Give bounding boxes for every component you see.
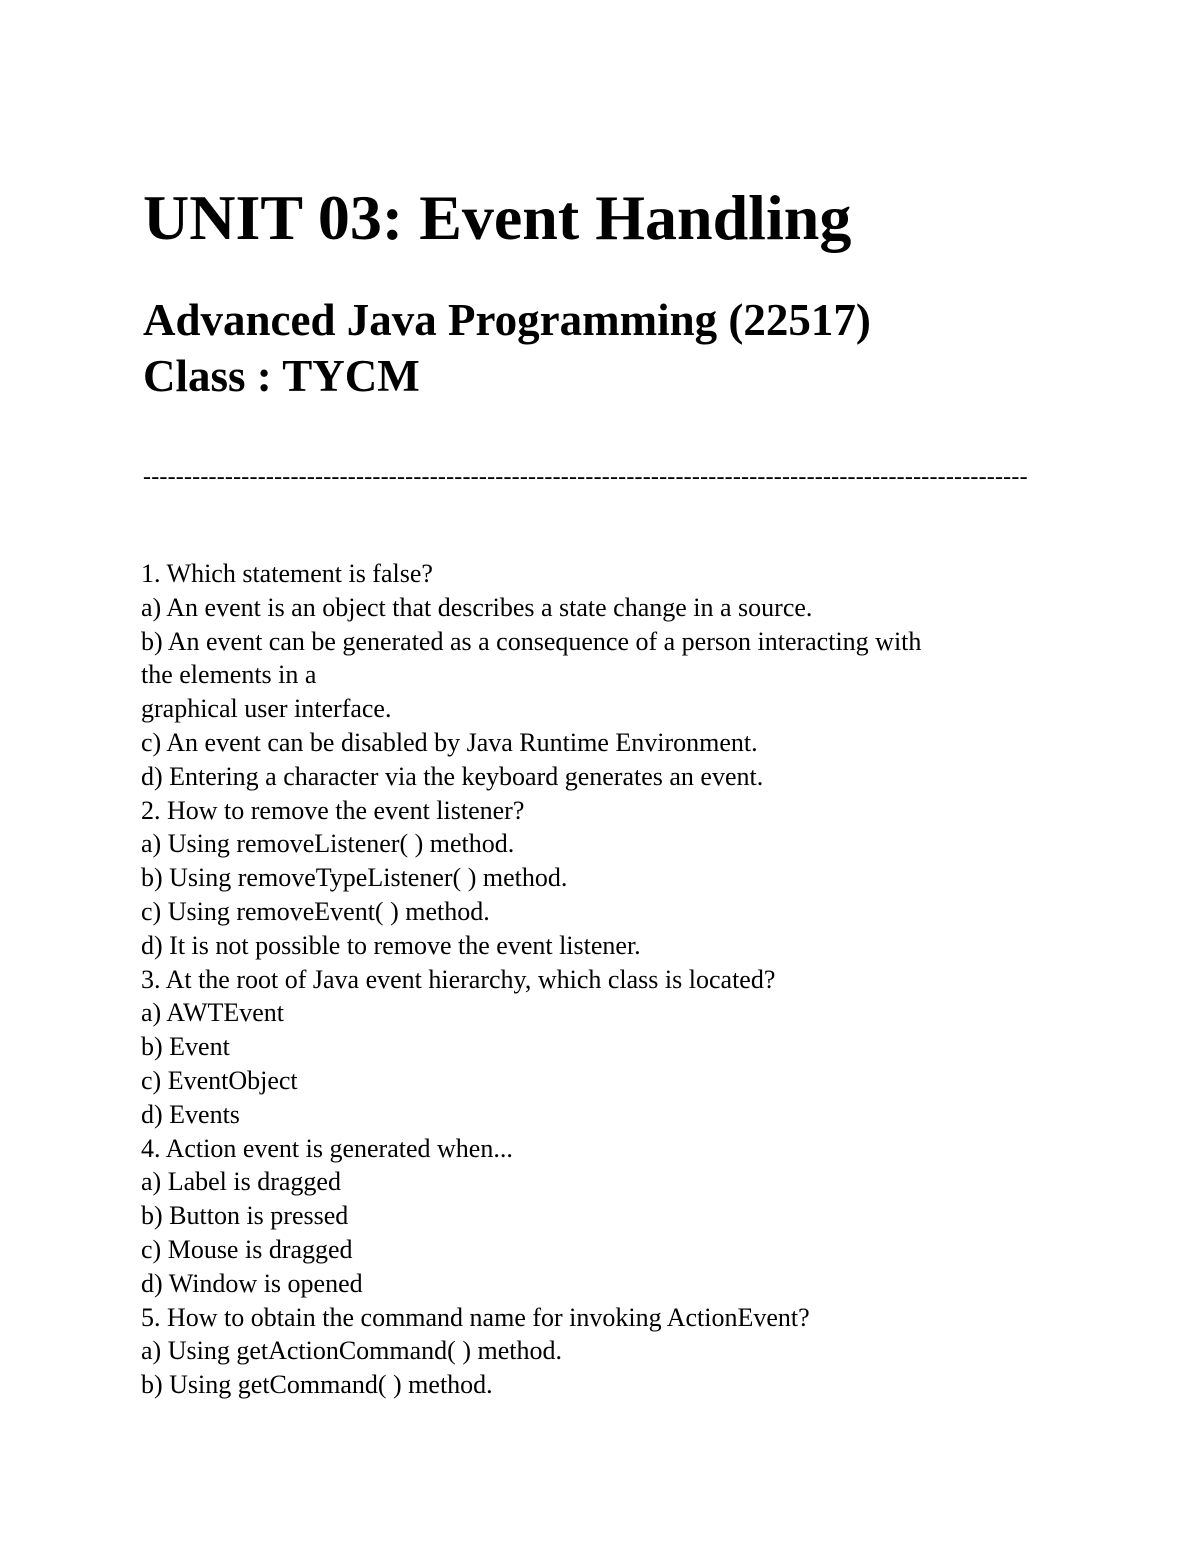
- course-name: Advanced Java Programming (22517): [143, 295, 871, 345]
- text-line: b) Using getCommand( ) method.: [141, 1370, 493, 1400]
- text-line: b) Button is pressed: [141, 1201, 349, 1231]
- class-name: Class : TYCM: [143, 351, 420, 401]
- text-line: a) An event is an object that describes a state change in a source.: [141, 592, 813, 622]
- text-line: 3. At the root of Java event hierarchy, which class is located?: [141, 964, 776, 994]
- text-line: a) Using getActionCommand( ) method.: [141, 1336, 562, 1366]
- document-subtitle: [143, 292, 871, 404]
- text-line: d) Events: [141, 1099, 240, 1129]
- text-line: a) Using removeListener( ) method.: [141, 829, 515, 859]
- question-list: [141, 557, 1041, 1402]
- text-line: a) Label is dragged: [141, 1167, 341, 1197]
- document-title: UNIT 03: Event Handling: [143, 182, 852, 253]
- text-line: a) AWTEvent: [141, 998, 285, 1028]
- text-line: b) Using removeTypeListener( ) method.: [141, 863, 568, 893]
- text-line: d) It is not possible to remove the event listener.: [141, 930, 641, 960]
- text-line: c) EventObject: [141, 1065, 298, 1095]
- text-line: c) An event can be disabled by Java Runtime Environment.: [141, 727, 758, 757]
- text-line: graphical user interface.: [141, 694, 392, 724]
- text-line: c) Using removeEvent( ) method.: [141, 896, 490, 926]
- text-line: 4. Action event is generated when...: [141, 1133, 513, 1163]
- text-line: 5. How to obtain the command name for invoking ActionEvent?: [141, 1302, 810, 1332]
- text-line: 2. How to remove the event listener?: [141, 795, 525, 825]
- text-line: d) Entering a character via the keyboard generates an event.: [141, 761, 764, 791]
- text-line: 1. Which statement is false?: [141, 559, 433, 588]
- text-line: d) Window is opened: [141, 1268, 363, 1298]
- text-line: b) An event can be generated as a consequence of a person interacting with: [141, 626, 922, 656]
- text-line: c) Mouse is dragged: [141, 1234, 353, 1264]
- text-line: b) Event: [141, 1032, 230, 1062]
- dashed-divider: ------------------------------------------------------------------------------------------------------------: [143, 464, 1028, 490]
- text-line: the elements in a: [141, 660, 317, 690]
